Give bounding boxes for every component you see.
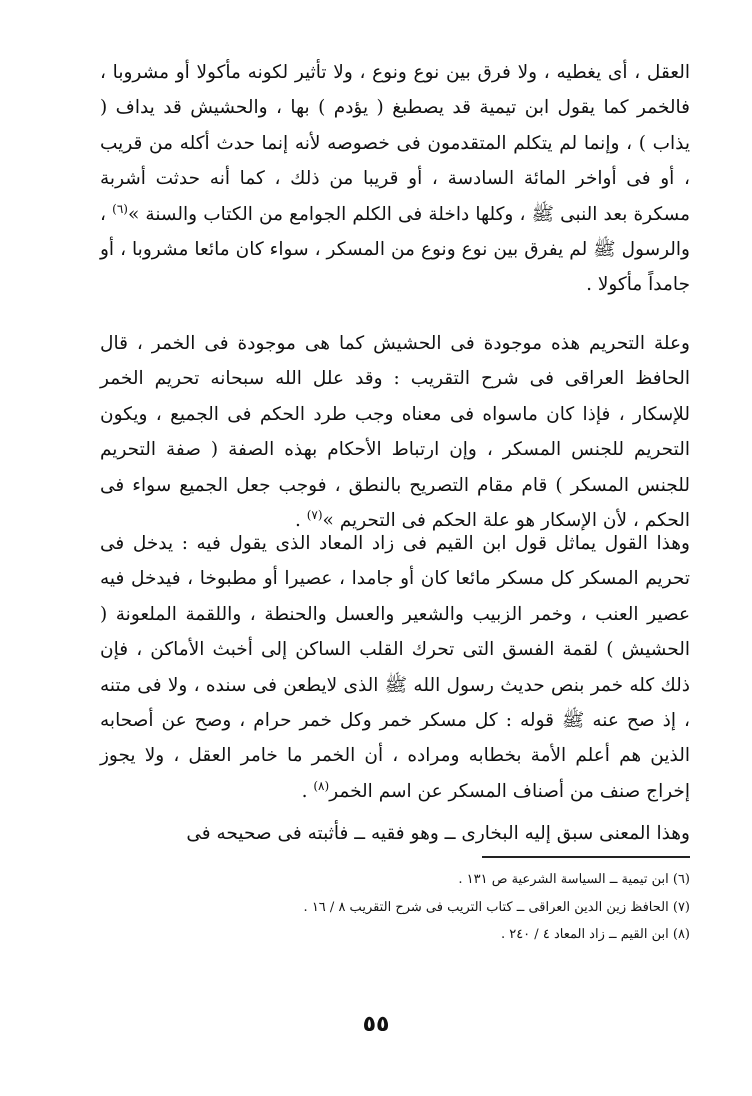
paragraph-text-continued: .: [294, 510, 301, 532]
paragraph-text: وهذا المعنى سبق إليه البخارى ــ وهو فقيه ــ فأثبته فى صحيحه فى: [186, 823, 690, 844]
footnote-ref: (٨): [313, 778, 330, 793]
footnote-divider: [482, 856, 690, 858]
body-paragraph: [100, 326, 690, 538]
footnote-ref: (٦): [112, 201, 128, 216]
footnote-ref: (٧): [306, 507, 323, 522]
footnote-item: (٨) ابن القيم ــ زاد المعاد ٤ / ٢٤٠ .: [500, 927, 690, 942]
paragraph-text: وهذا القول يماثل قول ابن القيم فى زاد المعاد الذى يقول فيه : يدخل فى تحريم المسكر كل مسكر مائعا كان أو جامدا ، عصيرا أو مطبوخا ، فيدخل فيه عصير العنب ، وخمر الزبيب والشعير والعسل والحنطة ، واللقمة الملعونة ( الحشيش ) لقمة الفسق التى تحرك القلب الساكن إلى أخبث الأماكن ، فإن ذلك كله خمر بنص حديث رسول الله ﷺ الذى لايطعن فى سنده ، ولا فى متنه ، إذ صح عنه ﷺ قوله : كل مسكر خمر وكل خمر حرام ، وصح عن أصحابه الذين هم أعلم الأمة بخطابه ومراده ، أن الخمر ما خامر العقل ، ولا يجوز إخراج صنف من أصناف المسكر عن اسم الخمر: [100, 533, 690, 802]
paragraph-text: وعلة التحريم هذه موجودة فى الحشيش كما هى موجودة فى الخمر ، قال الحافظ العراقى فى شرح التقريب : وقد علل الله سبحانه تحريم الخمر للإسكار ، فإذا كان ماسواه فى معناه وجب طرد الحكم فى الجميع ، ويكون التحريم للجنس المسكر ، وإن ارتباط الأحكام بهذه الصفة ( صفة التحريم للجنس المسكر ) قام مقام التصريح بالنطق ، فوجب جعل الجميع سواء فى الحكم ، لأن الإسكار هو علة الحكم فى التحريم »: [100, 333, 690, 532]
footnote-item: (٧) الحافظ زين الدين العراقى ــ كتاب التريب فى شرح التقريب ٨ / ١٦ .: [303, 899, 690, 915]
footnote-item: (٦) ابن تيمية ــ السياسة الشرعية ص ١٣١ .: [458, 872, 690, 887]
page-number: ٥٥: [362, 1012, 390, 1037]
body-paragraph: [100, 526, 690, 809]
paragraph-text-continued: .: [301, 780, 308, 802]
paragraph-text-continued: ، والرسول ﷺ لم يفرق بين نوع ونوع من المسكر ، سواء كان مائعا مشروبا ، أو جامداً مأكولا .: [100, 203, 690, 296]
body-paragraph: [100, 55, 690, 303]
body-paragraph: [100, 816, 690, 851]
paragraph-text: العقل ، أى يغطيه ، ولا فرق بين نوع ونوع ، ولا تأثير لكونه مأكولا أو مشروبا ، فالخمر كما يقول ابن تيمية قد يصطبغ ( يؤدم ) بها ، والحشيش قد يداف ( يذاب ) ، وإنما لم يتكلم المتقدمون فى خصوصه لأنه إنما حدث أكله من قريب ، أو فى أواخر المائة السادسة ، أو قريبا من ذلك ، كما أنه حدثت أشربة مسكرة بعد النبى ﷺ ، وكلها داخلة فى الكلم الجوامع من الكتاب والسنة »: [100, 62, 690, 225]
footnotes: [150, 866, 690, 949]
